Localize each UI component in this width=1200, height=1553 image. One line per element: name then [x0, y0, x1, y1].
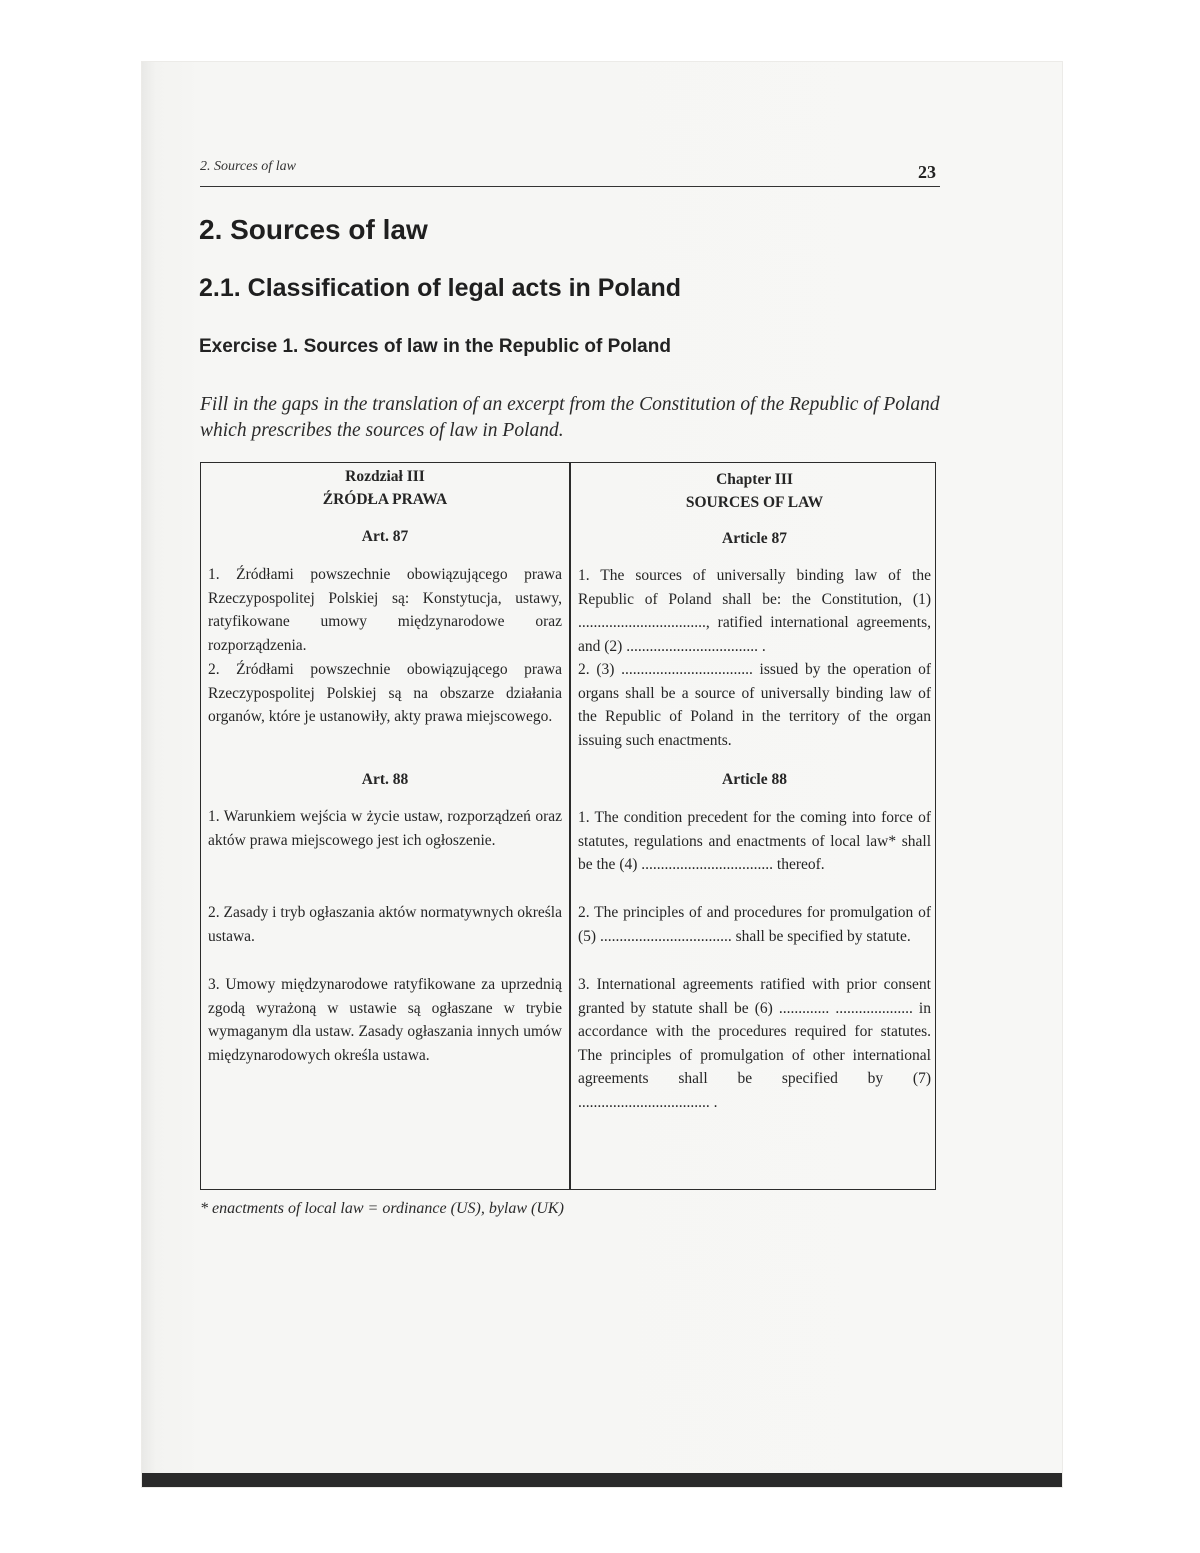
polish-art88-heading: Art. 88 [361, 771, 409, 788]
constitution-table [200, 462, 936, 1190]
footnote: * enactments of local law = ordinance (US), bylaw (UK) [200, 1200, 564, 1217]
english-column [578, 463, 931, 1189]
page-number: 23 [918, 162, 936, 182]
polish-art88-p1: 1. Warunkiem wejścia w życie ustaw, rozporządzeń oraz aktów prawa miejscowego jest ich ogłoszenie. [208, 808, 562, 849]
section-title: 2.1. Classification of legal acts in Poland [199, 274, 682, 302]
english-art87-p1: 1. The sources of universally binding law of the Republic of Poland shall be: the Constitution, (1) ................................., ratified international agreements, and (2) .................................. . [578, 567, 931, 655]
polish-chapter: Rozdział III [345, 468, 425, 485]
polish-art87-p2: 2. Źródłami powszechnie obowiązującego prawa Rzeczypospolitej Polskiej są na obszarze działania organów, które je ustanowiły, akty prawa miejscowego. [208, 661, 562, 725]
running-head: 2. Sources of law [200, 159, 296, 174]
polish-column [208, 463, 562, 1189]
english-art88-heading: Article 88 [722, 771, 787, 788]
english-art87-heading: Article 87 [722, 530, 787, 547]
english-art88-p1: 1. The condition precedent for the coming into force of statutes, regulations and enactments of local law* shall be the (4) .................................. thereof. [578, 809, 931, 873]
book-page [142, 62, 1062, 1487]
chapter-title: 2. Sources of law [199, 214, 428, 245]
exercise-title: Exercise 1. Sources of law in the Republic of Poland [199, 336, 671, 357]
polish-art88-p2: 2. Zasady i tryb ogłaszania aktów normatywnych określa ustawa. [208, 904, 562, 945]
english-art88-p2: 2. The principles of and procedures for promulgation of (5) .................................. shall be specified by statute. [578, 904, 931, 945]
polish-art87-p1: 1. Źródłami powszechnie obowiązującego prawa Rzeczypospolitej Polskiej są: Konstytucja, ustawy, ratyfikowane umowy międzynarodowe oraz rozporządzenia. [208, 566, 562, 654]
column-divider [569, 463, 571, 1189]
polish-chapter-title: ŹRÓDŁA PRAWA [322, 491, 448, 508]
english-art87-p2: 2. (3) .................................. issued by the operation of organs shall be a source of universally binding law of the Republic of Poland in the territory of the organ issuing such enactments. [578, 661, 931, 749]
english-chapter: Chapter III [716, 471, 793, 488]
exercise-instructions: Fill in the gaps in the translation of an excerpt from the Constitution of the Republic of Poland which prescribes the sources of law in Poland. [200, 394, 940, 441]
polish-art87-heading: Art. 87 [361, 528, 409, 545]
polish-art88-p3: 3. Umowy międzynarodowe ratyfikowane za uprzednią zgodą wyrażoną w ustawie są ogłaszane w trybie wymaganym dla ustaw. Zasady ogłaszania innych umów międzynarodowych określa ustawa. [208, 976, 562, 1064]
english-chapter-title: SOURCES OF LAW [685, 494, 824, 511]
header-rule [200, 186, 940, 187]
english-art88-p3: 3. International agreements ratified with prior consent granted by statute shall be (6) ............. .................... in accordance with the procedures required for statutes. The principles of promulgation of other international agreements shall be specified by (7) .................................. . [578, 976, 931, 1111]
